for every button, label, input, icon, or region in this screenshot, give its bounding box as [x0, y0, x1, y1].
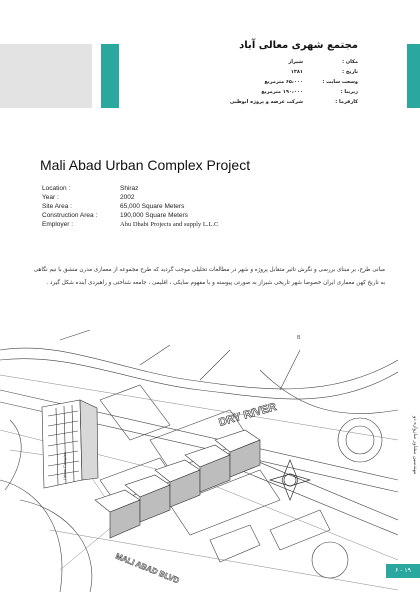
info-row [42, 211, 218, 220]
map-river-label: DRY RIVER [217, 401, 278, 429]
header-accent-bar-right [407, 44, 420, 108]
persian-row-label: وسعت سایت : [322, 79, 358, 85]
persian-row-label: تاریخ : [342, 69, 358, 75]
persian-row-value: ۶۵،۰۰۰ مترمربع [264, 79, 303, 85]
page-number-tag: ۶ - ۱۹ [386, 564, 420, 578]
info-value: 190,000 Square Meters [120, 212, 188, 219]
project-info-table [42, 184, 218, 229]
map-complex-label: Urban Complex [62, 452, 67, 480]
map-road-label: MALI ABAD BLVD [114, 551, 181, 586]
persian-row-label: زیربنا : [340, 89, 358, 95]
header-accent-bar-left [101, 44, 119, 108]
info-value: Shiraz [120, 185, 139, 192]
map-marker-label: B [297, 335, 301, 341]
persian-header [138, 40, 358, 107]
persian-row [138, 87, 358, 97]
persian-row-label: مکان : [342, 59, 358, 65]
info-value: 65,000 Square Meters [120, 203, 185, 210]
persian-row-label: کارفرما : [335, 99, 358, 105]
persian-row-value: ۱۹۰،۰۰۰ مترمربع [261, 89, 303, 95]
info-value: Abu Dhabi Projects and supply L.L.C [120, 221, 219, 228]
info-row [42, 202, 218, 211]
persian-row-value: شیراز [288, 59, 303, 65]
info-label: Employer : [42, 221, 74, 228]
header-grey-block [0, 44, 92, 108]
site-plan-drawing [0, 330, 398, 592]
info-row [42, 193, 218, 202]
info-value: 2002 [120, 194, 135, 201]
info-row [42, 184, 218, 193]
info-row [42, 220, 218, 229]
info-label: Site Area : [42, 203, 72, 210]
persian-row [138, 97, 358, 107]
persian-row [138, 57, 358, 67]
info-label: Location : [42, 185, 71, 192]
persian-row-value: ۱۳۸۱ [290, 69, 303, 75]
persian-row-value: شرکت عرضه و پروژه ابوظبی [229, 99, 303, 105]
info-label: Year : [42, 194, 59, 201]
persian-row [138, 77, 358, 87]
project-title: Mali Abad Urban Complex Project [40, 157, 251, 173]
persian-title: مجتمع شهری معالی آباد [239, 40, 358, 51]
info-label: Construction Area : [42, 212, 98, 219]
persian-row [138, 67, 358, 77]
side-firm-name: مهندسین مشاور سازواره دو [412, 415, 418, 475]
persian-description: مبانی طرح، بر مبنای بررسی و نگرش تاثیر متقابل پروژه و شهر در مطالعات تحلیلی موجب گردید که طرح مجموعه از معماری مدرن منشق با نیم نگاهی به تاریخ کهن معماری ایران خصوصا شهر تاریخی شیراز به صورتی پیوسته و با مفهوم سایکی ، اقلیمی ، جامعه شناختی و راهبردی آینده شکل گیرد . [33, 267, 385, 286]
